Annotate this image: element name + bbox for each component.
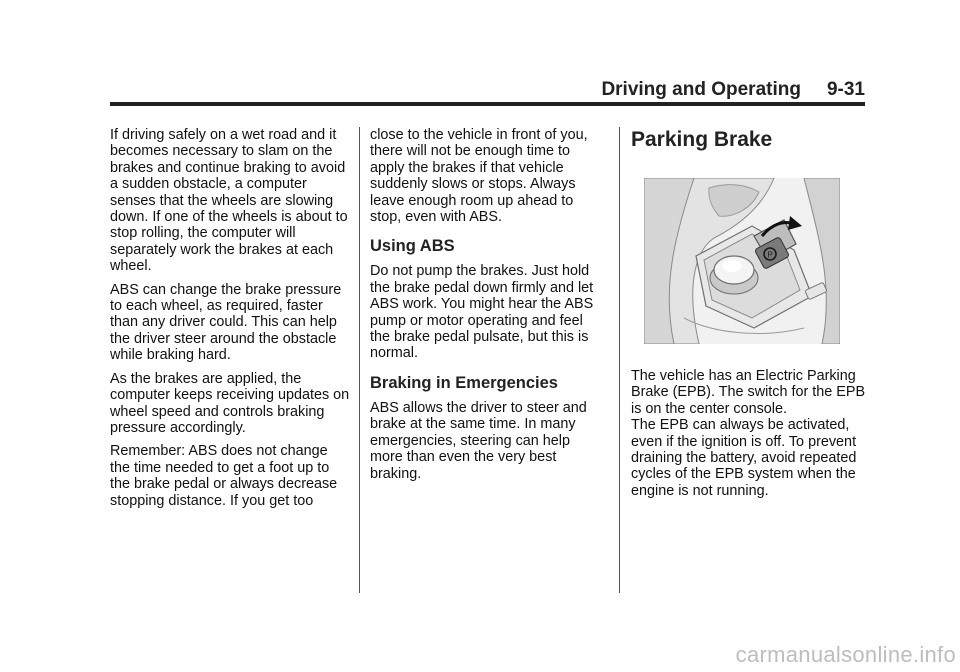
page-header bbox=[110, 80, 865, 100]
paragraph: As the brakes are applied, the computer keeps receiving updates on wheel speed and controls braking pressure accordingly. bbox=[110, 370, 350, 436]
paragraph: If driving safely on a wet road and it becomes necessary to slam on the brakes and continue braking to avoid a sudden obstacle, a computer senses that the wheels are slowing down. If one of the wheels is about to stop rolling, the computer will separately work the brakes at each wheel. bbox=[110, 127, 348, 275]
column-3 bbox=[631, 368, 866, 506]
paragraph: The vehicle has an Electric Parking Brake (EPB). The switch for the EPB is on the center console. bbox=[631, 368, 866, 417]
column-divider bbox=[619, 127, 620, 593]
column-divider bbox=[359, 127, 360, 593]
watermark: carmanualsonline.info bbox=[735, 642, 956, 667]
paragraph: The EPB can always be activated, even if the ignition is off. To prevent draining the battery, avoid repeated cycles of the EPB system when the engine is not running. bbox=[631, 417, 857, 499]
paragraph: close to the vehicle in front of you, there will not be enough time to apply the brakes if that vehicle suddenly slows or stops. Always leave enough room up ahead to stop, even with ABS. bbox=[370, 127, 588, 226]
parking-brake-heading: Parking Brake bbox=[631, 128, 773, 151]
paragraph: ABS can change the brake pressure to each wheel, as required, faster than any driver could. This can help the driver steer around the obstacle while braking hard. bbox=[110, 281, 342, 364]
header-rule bbox=[110, 102, 865, 106]
column-2 bbox=[370, 127, 605, 489]
paragraph: ABS allows the driver to steer and brake at the same time. In many emergencies, steering can help more than even the very best braking. bbox=[370, 399, 587, 482]
column-1 bbox=[110, 127, 350, 516]
using-abs-heading: Using ABS bbox=[370, 237, 455, 256]
svg-text:P: P bbox=[767, 250, 773, 260]
section-title: Driving and Operating bbox=[601, 79, 801, 100]
paragraph: Do not pump the brakes. Just hold the brake pedal down firmly and let ABS work. You might hear the ABS pump or motor operating and feel the brake pedal pulsate, but this is normal. bbox=[370, 263, 594, 362]
braking-emergencies-heading: Braking in Emergencies bbox=[370, 373, 558, 392]
paragraph: Remember: ABS does not change the time needed to get a foot up to the brake pedal or always decrease stopping distance. If you get too bbox=[110, 443, 338, 509]
epb-switch-illustration bbox=[644, 178, 840, 344]
page-number: 9-31 bbox=[826, 79, 865, 100]
